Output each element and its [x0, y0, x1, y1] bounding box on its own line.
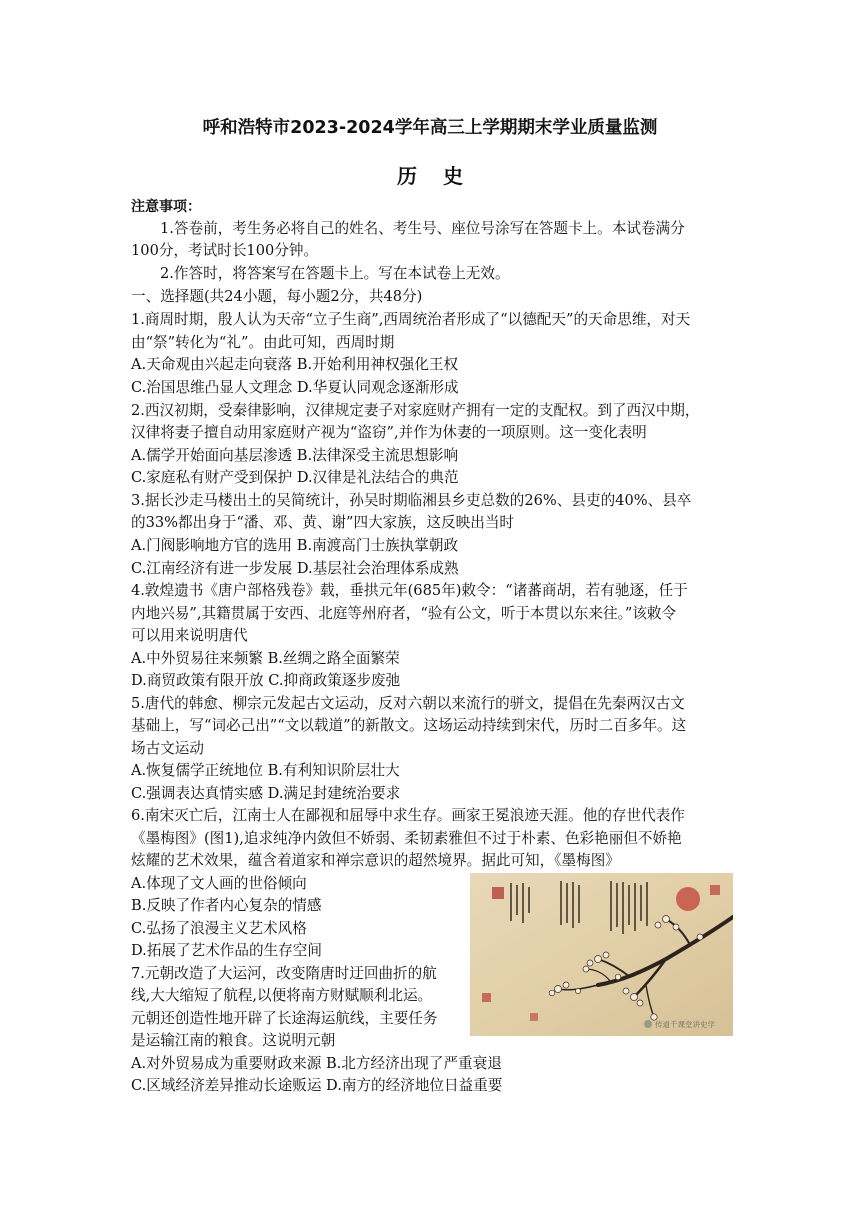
question-7-stem: 7.元朝改造了大运河，改变隋唐时迂回曲折的航	[131, 965, 437, 982]
question-6-stem: 炫耀的艺术效果，蕴含着道家和禅宗意识的超然境界。据此可知，《墨梅图》	[131, 852, 620, 869]
question-6-option: C.弘扬了浪漫主义艺术风格	[131, 920, 307, 937]
notice-line: 100分，考试时长100分钟。	[131, 242, 319, 259]
subject-heading	[0, 160, 860, 189]
exam-title: 呼和浩特市2023-2024学年高三上学期期末学业质量监测	[202, 118, 658, 138]
question-2-stem: 汉律将妻子擅自动用家庭财产视为“盗窃”,并作为休妻的一项原则。这一变化表明	[131, 424, 647, 441]
question-6-option: A.体现了文人画的世俗倾向	[131, 875, 307, 892]
subject-char: 史	[443, 164, 463, 188]
question-7-option: C.区域经济差异推动长途贩运 D.南方的经济地位日益重要	[131, 1077, 503, 1094]
question-4-stem: 内地兴易”,其籍贯属于安西、北庭等州府者，“验有公文，听于本贯以东来往。”该敕令	[131, 605, 677, 622]
question-7-stem: 是运输江南的粮食。这说明元朝	[131, 1032, 336, 1049]
question-2-stem: 2.西汉初期，受秦律影响，汉律规定妻子对家庭财产拥有一定的支配权。到了西汉中期，	[131, 402, 700, 419]
question-5-option: C.强调表达真情实感 D.满足封建统治要求	[131, 785, 401, 802]
section-heading: 一、选择题(共24小题，每小题2分，共48分)	[131, 288, 423, 305]
notice-line: 2.作答时，将答案写在答题卡上。写在本试卷上无效。	[160, 265, 510, 282]
question-3-stem: 的33%都出身于“潘、邓、黄、谢”四大家族，这反映出当时	[131, 514, 515, 531]
watermark	[644, 1019, 715, 1029]
question-1-option: C.治国思维凸显人文理念 D.华夏认同观念逐渐形成	[131, 379, 459, 396]
question-4-option: D.商贸政策有限开放 C.抑商政策逐步废弛	[131, 672, 401, 689]
question-3-option: A.门阀影响地方官的选用 B.南渡高门士族执掌朝政	[131, 537, 459, 554]
subject-char: 历	[397, 164, 417, 188]
question-7-stem: 元朝还创造性地开辟了长途海运航线，主要任务	[131, 1010, 438, 1027]
question-6-stem: 《墨梅图》(图1),追求纯净内敛但不娇弱、柔韧素雅但不过于朴素、色彩艳丽但不娇艳	[131, 830, 682, 847]
question-3-option: C.江南经济有进一步发展 D.基层社会治理体系成熟	[131, 560, 459, 577]
question-4-option: A.中外贸易往来频繁 B.丝绸之路全面繁荣	[131, 650, 400, 667]
notice-line: 1.答卷前，考生务必将自己的姓名、考生号、座位号涂写在答题卡上。本试卷满分	[160, 220, 685, 237]
notice-heading: 注意事项：	[131, 199, 201, 215]
question-5-stem: 基础上，写“词必己出”“文以载道”的新散文。这场运动持续到宋代，历时二百多年。这	[131, 717, 687, 734]
question-4-stem: 可以用来说明唐代	[131, 627, 248, 644]
question-5-option: A.恢复儒学正统地位 B.有利知识阶层壮大	[131, 762, 400, 779]
question-5-stem: 5.唐代的韩愈、柳宗元发起古文运动，反对六朝以来流行的骈文，提倡在先秦两汉古文	[131, 695, 685, 712]
question-2-option: A.儒学开始面向基层渗透 B.法律深受主流思想影响	[131, 447, 459, 464]
question-6-option: D.拓展了艺术作品的生存空间	[131, 942, 322, 959]
question-6-option: B.反映了作者内心复杂的情感	[131, 897, 322, 914]
question-7-option: A.对外贸易成为重要财政来源 B.北方经济出现了严重衰退	[131, 1055, 502, 1072]
question-7-stem: 线,大大缩短了航程,以便将南方财赋顺利北运。	[131, 987, 433, 1004]
watermark-text: 传道千课堂讲史学	[655, 1020, 715, 1029]
question-4-stem: 4.敦煌遗书《唐户部格残卷》载，垂拱元年(685年)敕令：“诸蕃商胡，若有驰逐，任于	[131, 582, 688, 599]
question-2-option: C.家庭私有财产受到保护 D.汉律是礼法结合的典范	[131, 469, 459, 486]
plum-blossom-painting	[470, 873, 733, 1036]
question-1-option: A.天命观由兴起走向衰落 B.开始利用神权强化王权	[131, 356, 459, 373]
question-6-stem: 6.南宋灭亡后，江南士人在鄙视和屈辱中求生存。画家王冕浪迹天涯。他的存世代表作	[131, 807, 685, 824]
question-5-stem: 场古文运动	[131, 740, 204, 757]
question-1-stem: 1.商周时期，殷人认为天帝“立子生商”,西周统治者形成了“以德配天”的天命思维，对天	[131, 311, 691, 328]
question-1-stem: 由“祭”转化为“礼”。由此可知，西周时期	[131, 334, 395, 351]
question-3-stem: 3.据长沙走马楼出土的吴简统计，孙吴时期临湘县乡吏总数的26%、县吏的40%、县卒	[131, 492, 692, 509]
